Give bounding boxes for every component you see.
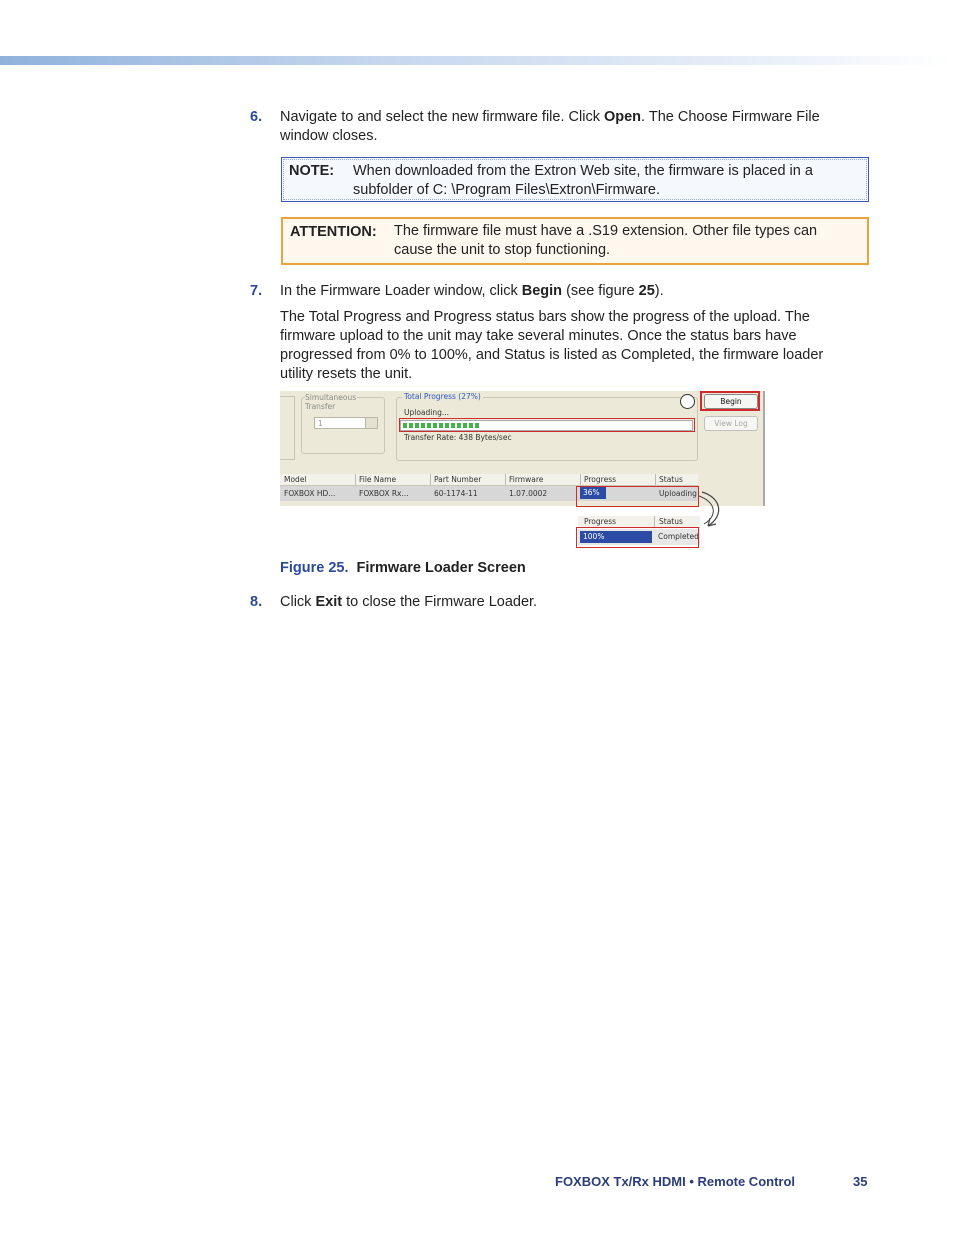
view-log-button[interactable]: View Log bbox=[704, 416, 758, 431]
total-progress-label: Total Progress (27%) bbox=[404, 392, 481, 401]
note-text: When downloaded from the Extron Web site, the firmware is placed in a subfolder of C: \Program Files\Extron\Firmware. bbox=[353, 163, 813, 198]
total-progress-highlight bbox=[399, 418, 695, 432]
left-panel bbox=[280, 396, 295, 460]
step-text: Navigate to and select the new firmware file. Click Open. The Choose Firmware File window closes. bbox=[280, 109, 820, 144]
progress-highlight bbox=[576, 486, 699, 507]
figure-caption bbox=[280, 559, 526, 578]
curved-arrow-icon bbox=[696, 490, 726, 534]
attention-label: ATTENTION: bbox=[290, 224, 377, 240]
window-border bbox=[763, 391, 765, 506]
inset-col-progress: Progress bbox=[584, 517, 617, 526]
step-number: 8. bbox=[250, 594, 263, 610]
col-model[interactable]: Model bbox=[284, 475, 307, 484]
page-number: 35 bbox=[853, 1174, 868, 1189]
begin-highlight bbox=[700, 391, 760, 411]
col-file-name[interactable]: File Name bbox=[359, 475, 397, 484]
callout-circle bbox=[680, 394, 695, 409]
inset-highlight bbox=[576, 527, 699, 548]
begin-button[interactable]: Begin bbox=[704, 394, 758, 409]
inset-progress: 100% bbox=[580, 531, 652, 543]
simultaneous-transfer-label: Simultaneous Transfer bbox=[305, 393, 357, 411]
spinner-arrows-icon[interactable] bbox=[365, 418, 377, 428]
col-part-number[interactable]: Part Number bbox=[434, 475, 482, 484]
uploading-label: Uploading... bbox=[404, 408, 450, 417]
step-number: 6. bbox=[250, 109, 263, 125]
cell-firmware: 1.07.0002 bbox=[509, 489, 548, 498]
step-6 bbox=[250, 108, 860, 146]
cell-model: FOXBOX HD... bbox=[284, 489, 336, 498]
attention-text: The firmware file must have a .S19 extension. Other file types can cause the unit to stop functioning. bbox=[394, 223, 818, 258]
simultaneous-transfer-spinner[interactable]: 1 bbox=[314, 417, 378, 429]
table-header bbox=[280, 474, 698, 486]
col-status[interactable]: Status bbox=[659, 475, 683, 484]
figure-label: Figure 25. bbox=[280, 560, 349, 576]
col-firmware[interactable]: Firmware bbox=[509, 475, 544, 484]
step-number: 7. bbox=[250, 283, 263, 299]
col-progress[interactable]: Progress bbox=[584, 475, 617, 484]
note-label: NOTE: bbox=[289, 163, 335, 179]
cell-progress: 36% bbox=[580, 487, 606, 499]
note-box bbox=[281, 157, 869, 202]
step-text: In the Firmware Loader window, click Begin (see figure 25). bbox=[280, 283, 664, 299]
step-text: Click Exit to close the Firmware Loader. bbox=[280, 594, 538, 610]
step-8 bbox=[250, 593, 860, 612]
figure-title: Firmware Loader Screen bbox=[356, 560, 526, 576]
attention-box bbox=[281, 217, 869, 265]
footer-title: FOXBOX Tx/Rx HDMI • Remote Control bbox=[555, 1174, 796, 1189]
transfer-rate: Transfer Rate: 438 Bytes/sec bbox=[404, 433, 512, 442]
cell-status: Uploading bbox=[659, 489, 697, 498]
inset-status: Completed bbox=[658, 532, 699, 541]
header-gradient-bar bbox=[0, 56, 954, 65]
inset-col-status: Status bbox=[659, 517, 683, 526]
step-7-paragraph: The Total Progress and Progress status bars show the progress of the upload. The firmware upload to the unit may take several minutes. Once the status bars have progressed from 0% to 100%, and Status is listed as Completed, the firmware loader utility resets the unit. bbox=[280, 309, 824, 382]
cell-part-number: 60-1174-11 bbox=[434, 489, 478, 498]
cell-file-name: FOXBOX Rx... bbox=[359, 489, 409, 498]
step-7 bbox=[250, 282, 860, 301]
